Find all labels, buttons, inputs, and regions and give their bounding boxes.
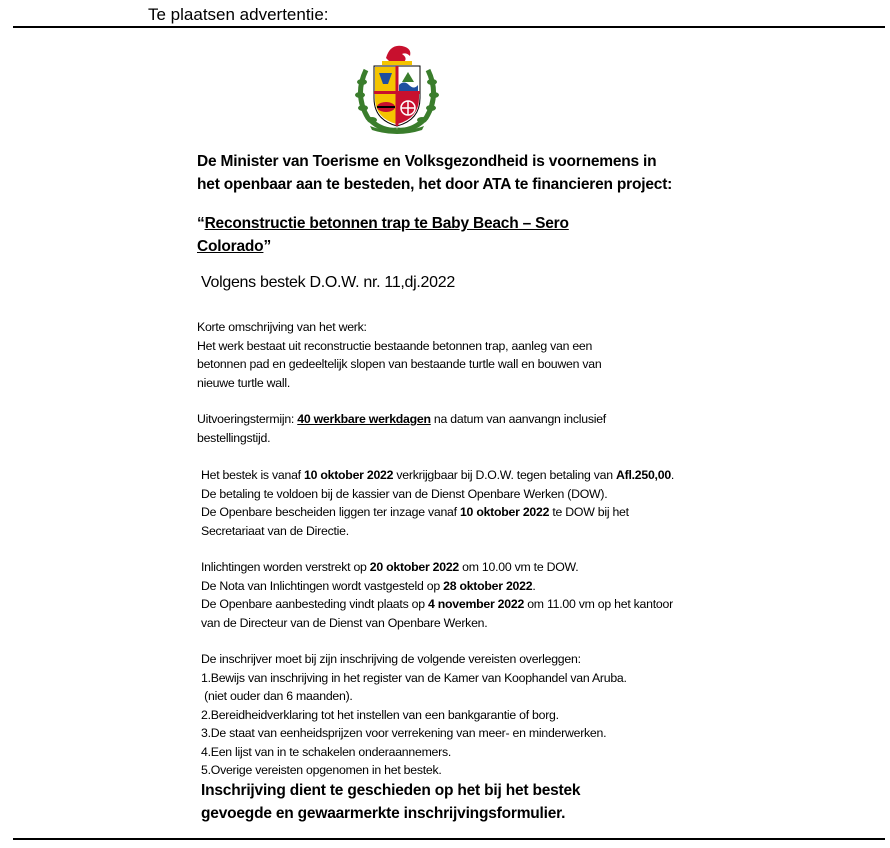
aruba-coat-of-arms-icon xyxy=(352,40,442,136)
bottom-divider xyxy=(13,838,885,840)
nota-date: 28 oktober 2022 xyxy=(443,578,533,593)
intro-line-2: het openbaar aan te besteden, het door ATA te financieren project: xyxy=(197,176,673,193)
project-title-line-2: Colorado xyxy=(197,238,264,255)
close-quote: ” xyxy=(263,238,271,255)
text-segment: verkrijgbaar bij D.O.W. tegen betaling van xyxy=(393,468,616,482)
requirement-item: 5.Overige vereisten opgenomen in het bestek. xyxy=(201,763,442,777)
availability-date: 10 oktober 2022 xyxy=(304,468,394,482)
requirements-heading: De inschrijver moet bij zijn inschrijving de volgende vereisten overleggen: xyxy=(201,652,581,666)
advertisement-label: Te plaatsen advertentie: xyxy=(148,5,329,24)
top-divider xyxy=(13,26,885,28)
execution-term-suffix: na datum van aanvangn inclusief xyxy=(430,412,606,426)
information-date: 20 oktober 2022 xyxy=(369,560,460,574)
project-title-line-1: Reconstructie betonnen trap te Baby Beach – Sero xyxy=(204,215,569,232)
requirement-item: (niet ouder dan 6 maanden). xyxy=(201,689,353,703)
bestek-availability xyxy=(201,466,674,540)
work-description-line: Het werk bestaat uit reconstructie bestaande betonnen trap, aanleg van een xyxy=(197,338,593,353)
bestek-reference: Volgens bestek D.O.W. nr. 11,dj.2022 xyxy=(201,274,455,291)
text-segment: Het bestek is vanaf xyxy=(201,468,304,482)
text-segment: . xyxy=(532,578,536,593)
closing-line-2: gevoegde en gewaarmerkte inschrijvingsformulier. xyxy=(201,805,566,822)
execution-term xyxy=(197,410,606,447)
director-line: van de Directeur van de Dienst van Openbare Werken. xyxy=(201,615,488,630)
intro-line-1: De Minister van Toerisme en Volksgezondheid is voornemens in xyxy=(197,153,657,170)
requirement-item: 1.Bewijs van inschrijving in het register van de Kamer van Koophandel van Aruba. xyxy=(201,670,627,685)
requirement-item: 4.Een lijst van in te schakelen onderaannemers. xyxy=(201,744,452,759)
text-segment: te DOW bij het xyxy=(549,505,629,519)
text-segment: . xyxy=(670,468,675,482)
intro-paragraph xyxy=(197,150,717,196)
text-segment: De Openbare aanbesteding vindt plaats op xyxy=(201,597,428,611)
work-description xyxy=(197,318,601,392)
text-segment: De Openbare bescheiden liggen ter inzage vanaf xyxy=(201,505,460,519)
execution-term-duration: 40 werkbare werkdagen xyxy=(297,412,431,426)
closing-line-1: Inschrijving dient te geschieden op het bij het bestek xyxy=(201,782,581,799)
project-title xyxy=(197,212,617,258)
text-segment: om 10.00 vm te DOW. xyxy=(459,560,579,574)
closing-statement xyxy=(201,779,681,825)
work-description-line: nieuwe turtle wall. xyxy=(197,375,290,390)
execution-term-prefix: Uitvoeringstermijn: xyxy=(197,412,298,426)
inspection-date: 10 oktober 2022 xyxy=(459,505,550,519)
text-segment: Inlichtingen worden verstrekt op xyxy=(201,560,370,574)
work-description-heading: Korte omschrijving van het werk: xyxy=(197,320,367,334)
payment-line: De betaling te voldoen bij de kassier van de Dienst Openbare Werken (DOW). xyxy=(201,486,608,501)
requirement-item: 2.Bereidheidverklaring tot het instellen van een bankgarantie of borg. xyxy=(201,707,559,722)
open-quote: “ xyxy=(197,215,205,232)
tender-date: 4 november 2022 xyxy=(427,597,525,611)
requirements-section xyxy=(201,650,627,780)
work-description-line: betonnen pad en gedeeltelijk slopen van bestaande turtle wall en bouwen van xyxy=(197,357,602,371)
secretariat-line: Secretariaat van de Directie. xyxy=(201,523,349,538)
text-segment: De Nota van Inlichtingen wordt vastgesteld op xyxy=(201,578,444,593)
fee-amount: Afl.250,00 xyxy=(615,468,671,482)
information-section xyxy=(201,558,673,632)
execution-term-line-2: bestellingstijd. xyxy=(197,430,271,445)
requirement-item: 3.De staat van eenheidsprijzen voor verrekening van meer- en minderwerken. xyxy=(201,726,607,740)
text-segment: om 11.00 vm op het kantoor xyxy=(524,597,673,611)
